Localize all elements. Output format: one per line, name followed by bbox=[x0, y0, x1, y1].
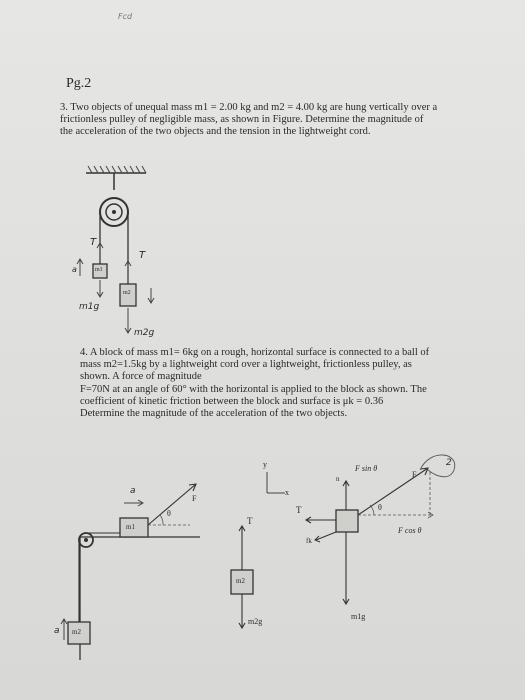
theta-label: θ bbox=[378, 503, 382, 512]
mass-1-label: m1 bbox=[95, 267, 103, 273]
force-label-right: F bbox=[412, 470, 417, 479]
tension-label-middle: T bbox=[247, 516, 253, 526]
problem-4-line: Determine the magnitude of the acceleration of the two objects. bbox=[80, 408, 348, 420]
weight-1-label-right: m1g bbox=[351, 612, 366, 621]
fcos-label: F cos θ bbox=[398, 526, 422, 535]
problem-3-line: frictionless pulley of negligible mass, as shown in Figure. Determine the magnitude of bbox=[60, 114, 424, 126]
force-label: F bbox=[192, 494, 197, 503]
problem-3-line: 3. Two objects of unequal mass m1 = 2.00 kg and m2 = 4.00 kg are hung vertically over a bbox=[60, 102, 438, 113]
normal-label: n bbox=[336, 475, 340, 483]
mass-2-label-left: m2 bbox=[72, 628, 81, 636]
angle-arc bbox=[160, 515, 163, 525]
accel-top-label: a bbox=[130, 486, 136, 496]
table-figure bbox=[61, 484, 200, 660]
accel-bottom-label: a bbox=[54, 626, 60, 636]
problem-4-line: 4. A block of mass m1= 6kg on a rough, horizontal surface is connected to a ball of bbox=[80, 347, 430, 358]
m1-box bbox=[336, 510, 358, 532]
weight-1-label: m1g bbox=[79, 302, 100, 312]
mass-2-label: m2 bbox=[123, 290, 131, 296]
weight-2-label-middle: m2g bbox=[248, 617, 263, 626]
tension-label-right: T bbox=[296, 505, 302, 515]
angle-label: θ bbox=[167, 509, 171, 518]
handwritten-note: 2 bbox=[446, 458, 452, 468]
problem-3-line: the acceleration of the two objects and the tension in the lightweight cord. bbox=[60, 126, 371, 138]
problem-4-line: coefficient of kinetic friction between the block and surface is μk = 0.36 bbox=[80, 395, 384, 407]
tension-left-label: T bbox=[90, 237, 97, 248]
fsin-label: F sin θ bbox=[355, 464, 378, 473]
mass-2-label-middle: m2 bbox=[236, 577, 245, 585]
m1-fbd bbox=[306, 455, 455, 604]
m2-fbd bbox=[231, 472, 285, 628]
tension-right-label: T bbox=[139, 250, 146, 261]
accel-left-label: a bbox=[72, 265, 77, 274]
friction-label: fk bbox=[306, 537, 312, 545]
axis-x-label: x bbox=[285, 488, 289, 497]
mass-1-label-left: m1 bbox=[126, 523, 135, 531]
problem-4-line: F=70N at an angle of 60° with the horizontal is applied to the block as shown. The bbox=[80, 383, 427, 395]
page-label: Pg.2 bbox=[66, 76, 92, 91]
corner-scribble: Fcd bbox=[118, 12, 133, 21]
problem-4-line: mass m2=1.5kg by a lightweight cord over a lightweight, frictionless pulley, as bbox=[80, 359, 412, 371]
problem-4-line: shown. A force of magnitude bbox=[80, 371, 202, 383]
axis-y-label: y bbox=[263, 460, 267, 469]
weight-2-label: m2g bbox=[134, 328, 155, 338]
